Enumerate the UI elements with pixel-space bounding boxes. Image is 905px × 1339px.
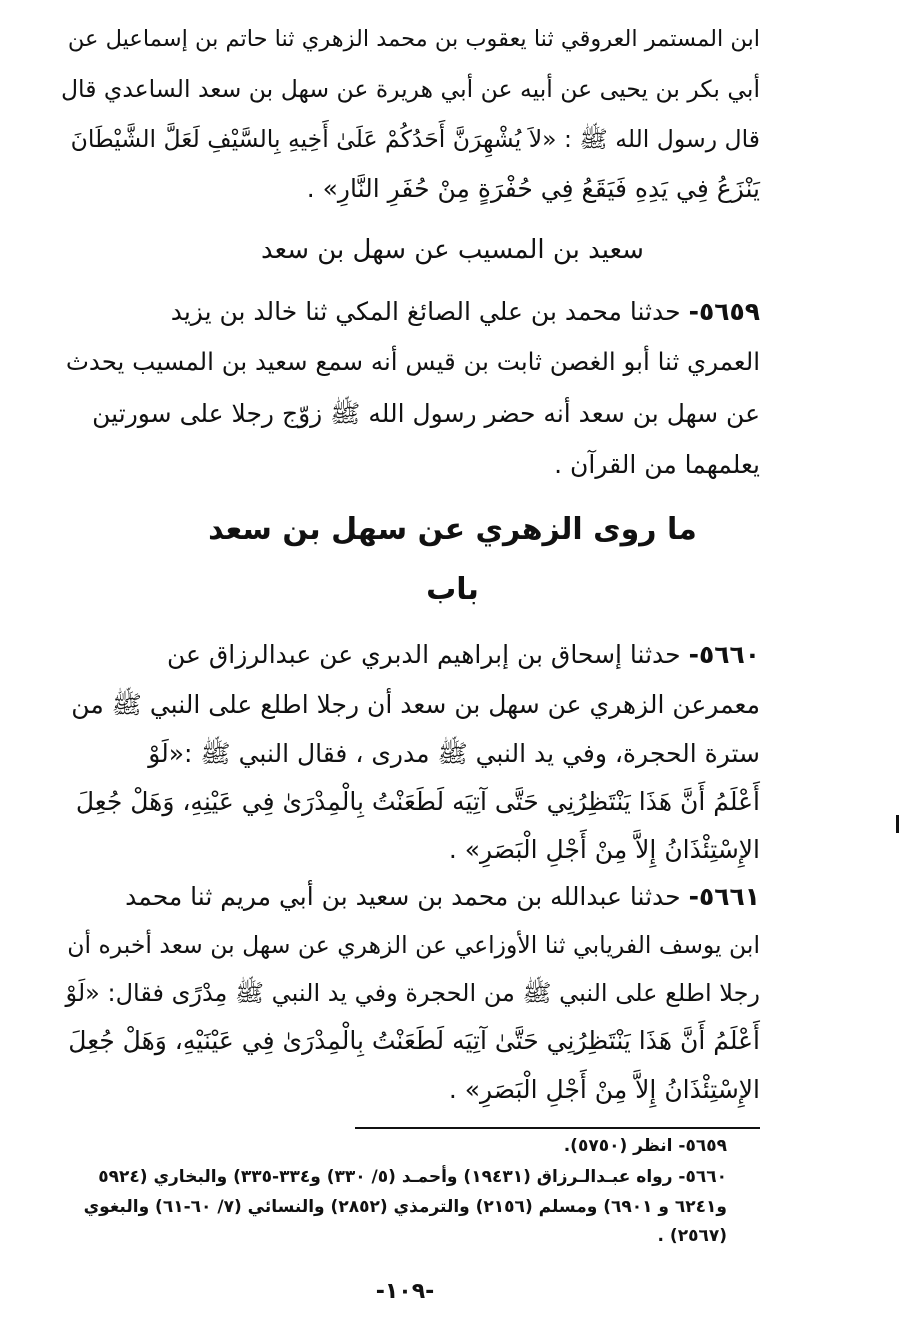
- text-line: العمري ثنا أبو الغصن ثابت بن قيس أنه سمع سعيد بن المسيب يحدث: [65, 347, 760, 376]
- text-line: معمرعن الزهري عن سهل بن سعد أن رجلا اطلع على النبي ﷺ من: [71, 690, 760, 719]
- text-line: أَعْلَمُ أَنَّ هَذَا يَنْتَظِرُنِي حَتَّى آتِيَه لَطَعَنْتُ بِالْمِدْرَىٰ فِي عَيْنِهِ، وَهَلْ جُعِلَ: [75, 787, 760, 816]
- hadith-text: حدثنا محمد بن علي الصائغ المكي ثنا خالد بن يزيد: [170, 297, 681, 326]
- hadith-number: ٥٦٦١-: [688, 882, 760, 911]
- hadith-text: حدثنا عبدالله بن محمد بن سعيد بن أبي مريم ثنا محمد: [125, 882, 681, 911]
- text-line: يعلمهما من القرآن .: [554, 450, 760, 479]
- text-line: ابن يوسف الفريابي ثنا الأوزاعي عن الزهري عن سهل بن سعد أخبره أن: [67, 931, 760, 959]
- text-line: قال رسول الله ﷺ : «لاَ يُشْهِرَنَّ أَحَدُكُمْ عَلَىٰ أَخِيهِ بِالسَّيْفِ لَعَلَّ الشَّيْطَانَ: [70, 125, 760, 153]
- hadith-5659-first-line: [171, 295, 760, 329]
- footnote-line: ٥٦٦٠- رواه عبـدالـرزاق (١٩٤٣١) وأحمـد (٥/ ٣٣٠) و٣٣٤-٣٣٥) والبخاري (٥٩٢٤: [98, 1167, 727, 1187]
- text-line: الإِسْتِئْذَانُ إِلاَّ مِنْ أَجْلِ الْبَصَرِ» .: [448, 835, 760, 864]
- hadith-5660-first-line: [167, 638, 760, 672]
- footnote-line: ٥٦٥٩- انظر (٥٧٥٠).: [563, 1136, 727, 1156]
- section-heading-said: سعيد بن المسيب عن سهل بن سعد: [261, 235, 644, 265]
- hadith-number: ٥٦٥٩-: [688, 297, 760, 326]
- text-line: رجلا اطلع على النبي ﷺ من الحجرة وفي يد النبي ﷺ مِدْرًى فقال: «لَوْ: [65, 979, 760, 1007]
- text-line: سترة الحجرة، وفي يد النبي ﷺ مدرى ، فقال النبي ﷺ :«لَوْ: [148, 739, 760, 768]
- text-line: أبي بكر بن يحيى عن أبيه عن أبي هريرة عن سهل بن سعد الساعدي قال: [60, 75, 760, 103]
- hadith-number: ٥٦٦٠-: [688, 640, 760, 669]
- text-line: يَنْزَعُ فِي يَدِهِ فَيَقَعُ فِي حُفْرَةٍ مِنْ حُفَرِ النَّارِ» .: [306, 174, 760, 203]
- text-line: ابن المستمر العروقي ثنا يعقوب بن محمد الزهري ثنا حاتم بن إسماعيل عن: [67, 26, 760, 52]
- bab-heading: باب: [426, 572, 479, 607]
- footnote-line: (٢٥٦٧) .: [657, 1226, 727, 1246]
- text-line: عن سهل بن سعد أنه حضر رسول الله ﷺ زوّج رجلا على سورتين: [92, 399, 760, 428]
- footnote-separator: [355, 1127, 760, 1129]
- margin-mark: [896, 815, 899, 833]
- hadith-5661-first-line: [125, 880, 760, 914]
- chapter-heading-zuhri: ما روى الزهري عن سهل بن سعد: [208, 512, 697, 547]
- footnote-line: و٦٢٤١ و ٦٩٠١) ومسلم (٢١٥٦) والترمذي (٢٨٥٢) والنسائي (٧/ ٦٠-٦١) والبغوي: [83, 1197, 727, 1217]
- page-number: -١٠٩-: [375, 1279, 435, 1304]
- hadith-text: حدثنا إسحاق بن إبراهيم الدبري عن عبدالرزاق عن: [166, 640, 681, 669]
- text-line: الإِسْتِئْذَانُ إِلاَّ مِنْ أَجْلِ الْبَصَرِ» .: [448, 1075, 760, 1104]
- text-line: أَعْلَمُ أَنَّ هَذَا يَنْتَظِرُنِي حَتَّىٰ آتِيَه لَطَعَنْتُ بِالْمِدْرَىٰ فِي عَيْنَيْهِ، وَهَلْ جُعِلَ: [68, 1026, 760, 1055]
